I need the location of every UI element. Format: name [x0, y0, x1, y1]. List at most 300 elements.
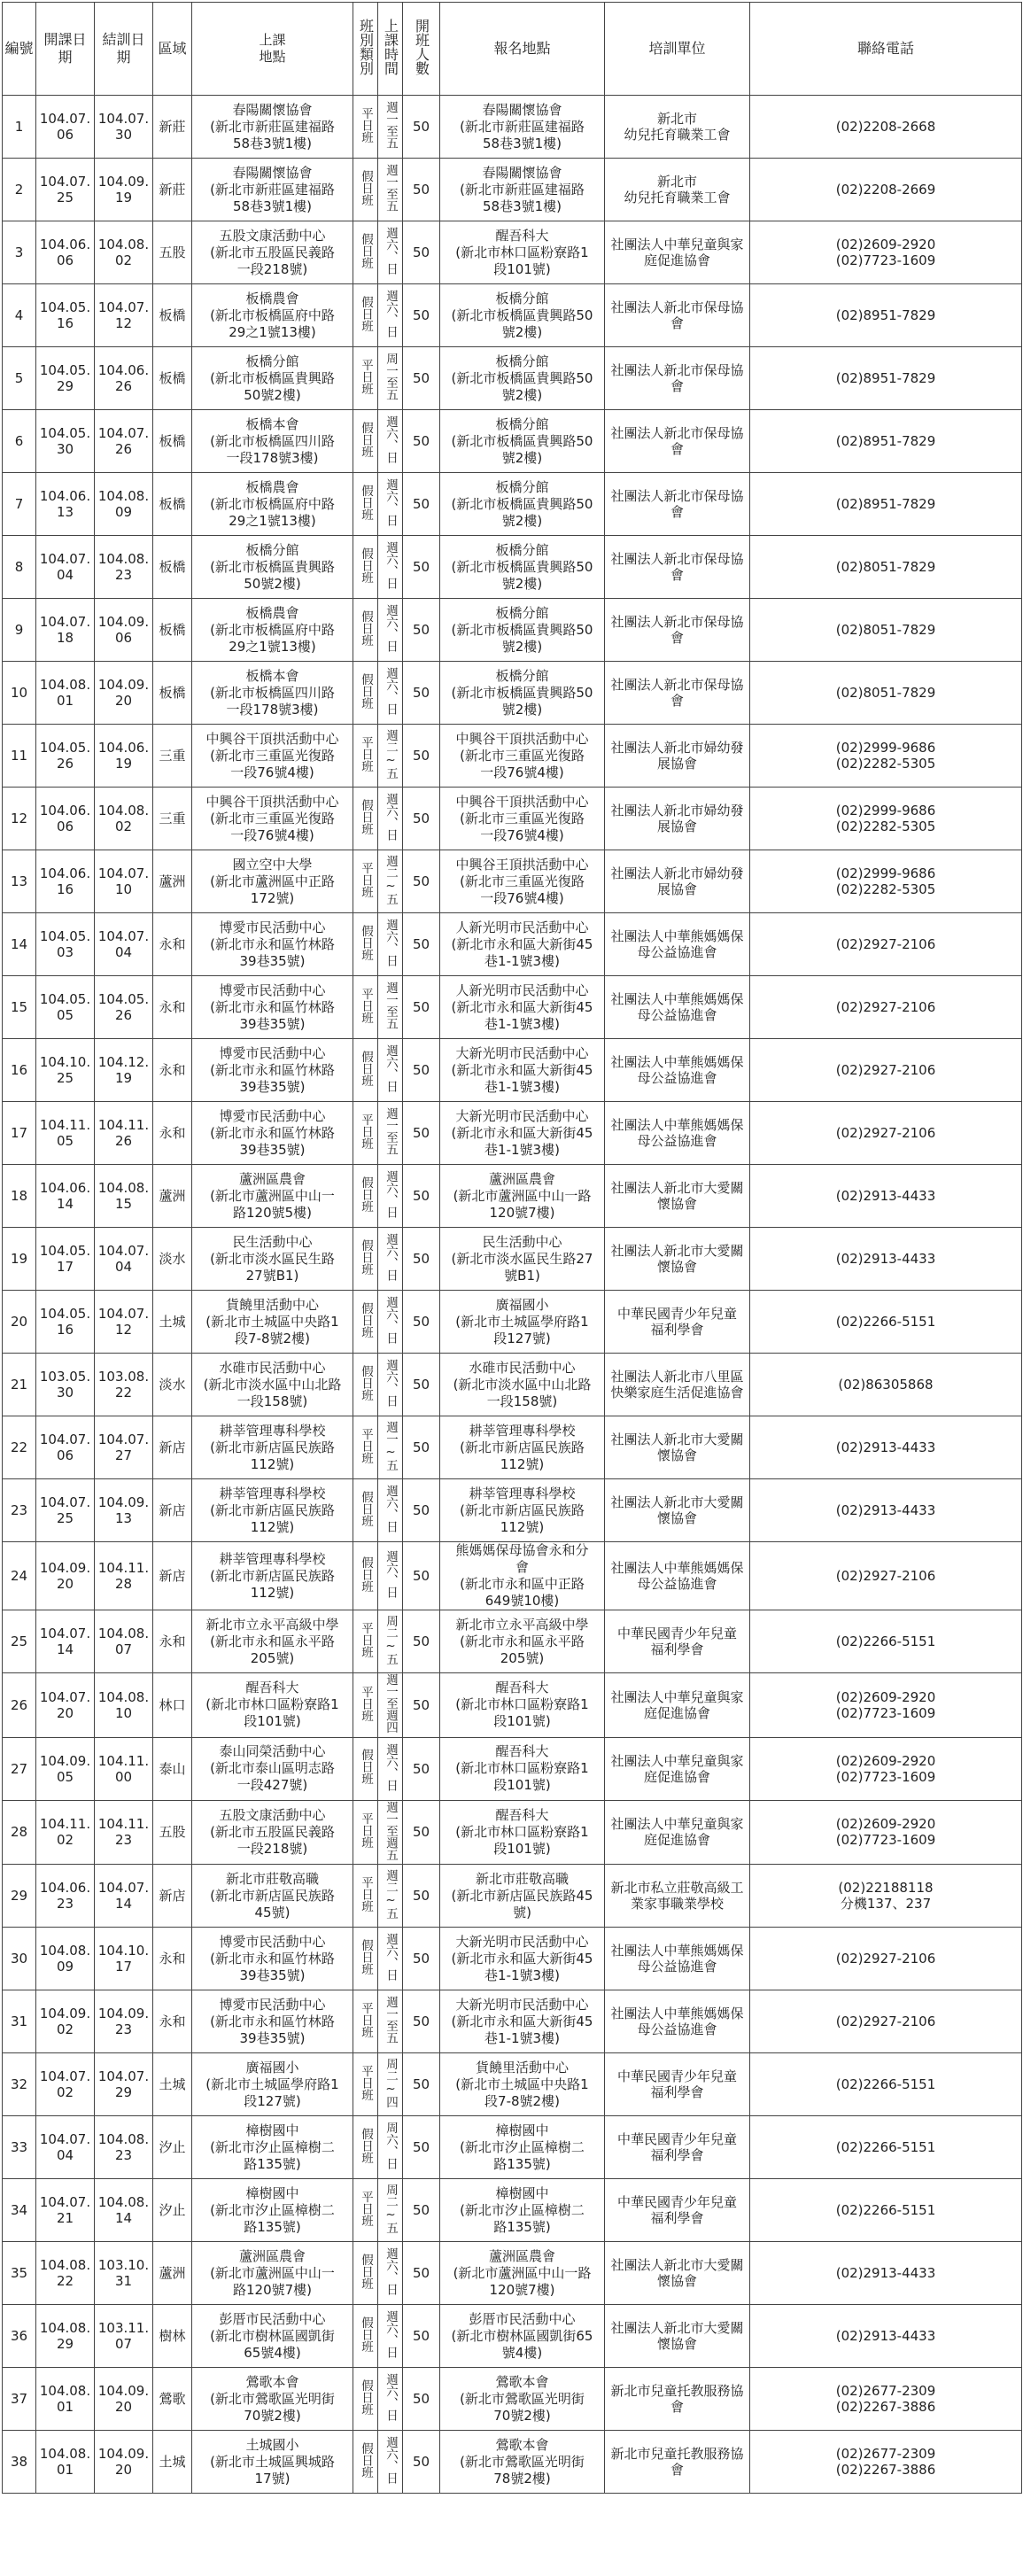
signup-location-cell [440, 96, 605, 159]
class-type: 假日班 [359, 2316, 373, 2353]
class-type: 平日班 [359, 735, 373, 772]
start-date-cell [36, 1416, 95, 1479]
region-cell [153, 1928, 192, 1990]
signup-location: 人新光明市民活動中心 (新北市永和區大新街45 巷1-1號3樓) [451, 919, 593, 969]
capacity: 50 [412, 2139, 430, 2155]
class-time: 週六、日 [384, 919, 398, 966]
table-row [3, 410, 1022, 473]
end-date: 104.07.04 [97, 1243, 150, 1275]
class-type-cell [353, 1737, 378, 1800]
contact-phone: (02)2609-2920 (02)7723-1609 [835, 1816, 936, 1849]
contact-phone: (02)2609-2920 (02)7723-1609 [835, 1752, 936, 1785]
class-location-cell [192, 1990, 353, 2053]
class-type-cell [353, 473, 378, 536]
training-org: 社團法人新北市大愛關 懷協會 [610, 2320, 744, 2352]
start-date-cell [36, 788, 95, 850]
training-org-cell [605, 1354, 750, 1416]
end-date-cell [95, 1228, 153, 1291]
class-type: 假日班 [359, 169, 373, 206]
start-date: 104.05.03 [39, 928, 91, 960]
signup-location: 醒吾科大 (新北市林口區粉寮路1 段101號) [455, 1806, 589, 1857]
training-org: 社團法人新北市大愛關 懷協會 [610, 2257, 744, 2289]
capacity: 50 [412, 1568, 430, 1584]
class-location-cell [192, 913, 353, 976]
class-location: 春陽關懷協會 (新北市新莊區建福路 58巷3號1樓) [210, 164, 335, 214]
table-row [3, 2368, 1022, 2431]
contact-phone-cell [750, 1102, 1022, 1165]
end-date: 104.05.26 [97, 991, 150, 1023]
training-org-cell [605, 1039, 750, 1102]
class-location-cell [192, 1673, 353, 1738]
signup-location: 廣福國小 (新北市土城區學府路1 段127號) [455, 1296, 589, 1346]
end-date-cell [95, 1291, 153, 1354]
class-location: 中興谷干頂拱活動中心 (新北市三重區光復路 一段76號4樓) [205, 730, 339, 780]
capacity: 50 [412, 1633, 430, 1649]
row-number: 31 [10, 2013, 28, 2029]
class-type-cell [353, 1800, 378, 1865]
row-number: 15 [10, 999, 28, 1015]
capacity-cell [403, 1354, 440, 1416]
class-time-cell [378, 599, 403, 662]
class-time-cell [378, 2053, 403, 2116]
signup-location-cell [440, 1865, 605, 1928]
class-type-cell [353, 2368, 378, 2431]
training-org-cell [605, 473, 750, 536]
start-date: 103.05.30 [39, 1369, 91, 1401]
training-org-cell [605, 96, 750, 159]
capacity-cell [403, 96, 440, 159]
class-type-cell [353, 1990, 378, 2053]
row-number-cell [3, 1354, 36, 1416]
training-org-cell [605, 2431, 750, 2494]
class-time: 週六、日 [384, 793, 398, 841]
end-date: 104.08.10 [97, 1688, 150, 1721]
row-number-cell [3, 850, 36, 913]
start-date: 104.08.09 [39, 1943, 91, 1975]
table-row [3, 221, 1022, 284]
signup-location-cell [440, 1039, 605, 1102]
end-date-cell [95, 410, 153, 473]
contact-phone-cell [750, 2242, 1022, 2305]
end-date: 104.07.12 [97, 299, 150, 331]
end-date-cell [95, 473, 153, 536]
class-type-cell [353, 1291, 378, 1354]
capacity-cell [403, 1928, 440, 1990]
row-number: 10 [10, 685, 28, 701]
region-cell [153, 284, 192, 347]
contact-phone: (02)2927-2106 [835, 999, 936, 1015]
region-cell [153, 1416, 192, 1479]
end-date: 104.07.26 [97, 425, 150, 457]
contact-phone-cell [750, 536, 1022, 599]
end-date: 104.07.04 [97, 928, 150, 960]
class-time-cell [378, 1416, 403, 1479]
training-org-cell [605, 1228, 750, 1291]
class-type: 假日班 [359, 609, 373, 647]
contact-phone-cell [750, 850, 1022, 913]
region: 淡水 [159, 1251, 186, 1267]
class-time: 週二~五 [384, 854, 398, 905]
row-number: 17 [10, 1125, 28, 1141]
capacity-cell [403, 725, 440, 788]
class-location-cell [192, 1800, 353, 1865]
start-date: 104.05.17 [39, 1243, 91, 1275]
row-number-cell [3, 2368, 36, 2431]
contact-phone: (02)2927-2106 [835, 1951, 936, 1967]
row-number-cell [3, 2179, 36, 2242]
class-type: 平日班 [359, 1812, 373, 1849]
region-cell [153, 2431, 192, 2494]
region-cell [153, 913, 192, 976]
region: 汐止 [159, 2202, 186, 2218]
row-number: 7 [14, 496, 24, 512]
training-org: 社團法人新北市大愛關 懷協會 [610, 1432, 744, 1463]
class-location: 博愛市民活動中心 (新北市永和區竹林路 39巷35號) [210, 1996, 335, 2046]
contact-phone-cell [750, 1291, 1022, 1354]
start-date: 104.06.06 [39, 237, 91, 268]
training-org: 社團法人新北市婦幼發 展協會 [610, 865, 744, 897]
end-date-cell [95, 2305, 153, 2368]
training-org: 社團法人新北市保母協 會 [610, 488, 744, 520]
class-type-cell [353, 1542, 378, 1610]
class-type-cell [353, 2305, 378, 2368]
signup-location-cell [440, 2053, 605, 2116]
end-date: 104.06.26 [97, 362, 150, 394]
class-time: 週六、日 [384, 2436, 398, 2484]
header-class-time: 上課時間 [378, 3, 403, 96]
row-number: 20 [10, 1314, 28, 1330]
row-number: 22 [10, 1439, 28, 1455]
class-time-cell [378, 850, 403, 913]
class-location: 板橋本會 (新北市板橋區四川路 一段178號3樓) [210, 667, 335, 718]
class-type: 平日班 [359, 2064, 373, 2101]
class-time-cell [378, 536, 403, 599]
end-date-cell [95, 1165, 153, 1228]
class-type-cell [353, 1228, 378, 1291]
region-cell [153, 2305, 192, 2368]
region-cell [153, 2179, 192, 2242]
table-row [3, 536, 1022, 599]
contact-phone: (02)2927-2106 [835, 1125, 936, 1141]
region-cell [153, 536, 192, 599]
table-row [3, 2305, 1022, 2368]
start-date: 104.07.06 [39, 111, 91, 143]
class-type-cell [353, 1479, 378, 1542]
row-number: 3 [14, 244, 24, 260]
start-date: 104.05.26 [39, 740, 91, 772]
class-time-cell [378, 788, 403, 850]
class-type: 假日班 [359, 547, 373, 584]
capacity-cell [403, 1291, 440, 1354]
class-type: 平日班 [359, 106, 373, 144]
capacity-cell [403, 1800, 440, 1865]
end-date: 104.08.07 [97, 1626, 150, 1657]
class-type: 假日班 [359, 421, 373, 458]
capacity: 50 [412, 2202, 430, 2218]
start-date: 104.07.04 [39, 2131, 91, 2163]
row-number-cell [3, 1673, 36, 1738]
region: 新店 [159, 1502, 186, 1518]
class-time: 週六、日 [384, 227, 398, 275]
training-org-cell [605, 1865, 750, 1928]
region-cell [153, 976, 192, 1039]
row-number-cell [3, 788, 36, 850]
class-type-cell [353, 1416, 378, 1479]
region-cell [153, 2053, 192, 2116]
row-number-cell [3, 1542, 36, 1610]
region-cell [153, 2368, 192, 2431]
contact-phone-cell [750, 1416, 1022, 1479]
region-cell [153, 1737, 192, 1800]
region: 板橋 [159, 433, 186, 449]
contact-phone-cell [750, 1542, 1022, 1610]
table-row [3, 913, 1022, 976]
end-date-cell [95, 1800, 153, 1865]
capacity-cell [403, 1737, 440, 1800]
start-date: 104.07.20 [39, 1688, 91, 1721]
row-number-cell [3, 1102, 36, 1165]
capacity-cell [403, 788, 440, 850]
training-org: 社團法人新北市婦幼發 展協會 [610, 740, 744, 772]
signup-location-cell [440, 1928, 605, 1990]
contact-phone-cell [750, 410, 1022, 473]
region-cell [153, 1354, 192, 1416]
contact-phone-cell [750, 284, 1022, 347]
region: 五股 [159, 1824, 186, 1841]
end-date-cell [95, 1416, 153, 1479]
signup-location-cell [440, 284, 605, 347]
start-date-cell [36, 2053, 95, 2116]
capacity: 50 [412, 2013, 430, 2029]
row-number: 16 [10, 1062, 28, 1078]
class-type: 假日班 [359, 1749, 373, 1785]
class-time-cell [378, 1165, 403, 1228]
region-cell [153, 410, 192, 473]
row-number-cell [3, 284, 36, 347]
capacity-cell [403, 662, 440, 725]
end-date-cell [95, 1990, 153, 2053]
row-number: 18 [10, 1188, 28, 1204]
start-date-cell [36, 1737, 95, 1800]
class-location: 五股文康活動中心 (新北市五股區民義路 一段218號) [210, 1806, 335, 1857]
start-date: 104.05.30 [39, 425, 91, 457]
class-location-cell [192, 1479, 353, 1542]
class-location: 博愛市民活動中心 (新北市永和區竹林路 39巷35號) [210, 1933, 335, 1983]
row-number-cell [3, 1800, 36, 1865]
capacity: 50 [412, 1439, 430, 1455]
class-location: 土城國小 (新北市土城區興城路 17號) [210, 2436, 335, 2487]
end-date: 104.11.26 [97, 1117, 150, 1149]
start-date: 104.08.01 [39, 2383, 91, 2415]
class-time-cell [378, 976, 403, 1039]
start-date-cell [36, 536, 95, 599]
class-time-cell [378, 1865, 403, 1928]
class-location-cell [192, 347, 353, 410]
class-time: 週六、日 [384, 1296, 398, 1344]
training-org: 社團法人新北市大愛關 懷協會 [610, 1494, 744, 1526]
class-location-cell [192, 1610, 353, 1673]
region-cell [153, 599, 192, 662]
end-date-cell [95, 1542, 153, 1610]
start-date: 104.09.05 [39, 1752, 91, 1785]
region-cell [153, 473, 192, 536]
region-cell [153, 1673, 192, 1738]
class-time: 週一至五 [384, 982, 398, 1029]
class-type-cell [353, 536, 378, 599]
training-org: 社團法人中華熊媽媽保 母公益協進會 [610, 928, 744, 960]
capacity-cell [403, 2242, 440, 2305]
class-type-cell [353, 2053, 378, 2116]
contact-phone-cell [750, 788, 1022, 850]
capacity: 50 [412, 1502, 430, 1518]
class-location: 博愛市民活動中心 (新北市永和區竹林路 39巷35號) [210, 982, 335, 1032]
class-location: 廣福國小 (新北市土城區學府路1 段127號) [205, 2059, 339, 2109]
end-date-cell [95, 1479, 153, 1542]
region: 永和 [159, 1633, 186, 1649]
start-date: 104.11.02 [39, 1816, 91, 1849]
start-date: 104.05.05 [39, 991, 91, 1023]
region: 淡水 [159, 1377, 186, 1393]
class-location: 鶯歌本會 (新北市鶯歌區光明街 70號2樓) [210, 2373, 335, 2424]
contact-phone: (02)86305868 [838, 1377, 934, 1393]
signup-location: 鶯歌本會 (新北市鶯歌區光明街 70號2樓) [460, 2373, 585, 2424]
header-capacity: 開班人數 [403, 3, 440, 96]
signup-location: 板橋分館 (新北市板橋區貴興路50 號2樓) [451, 667, 593, 718]
contact-phone-cell [750, 1865, 1022, 1928]
row-number: 8 [14, 559, 24, 575]
region: 鶯歌 [159, 2391, 186, 2407]
capacity: 50 [412, 999, 430, 1015]
training-org: 社團法人新北市保母協 會 [610, 299, 744, 331]
class-time: 週六、日 [384, 2247, 398, 2295]
class-time-cell [378, 662, 403, 725]
signup-location: 板橋分館 (新北市板橋區貴興路50 號2樓) [451, 604, 593, 655]
row-number-cell [3, 1165, 36, 1228]
signup-location-cell [440, 725, 605, 788]
capacity: 50 [412, 2391, 430, 2407]
class-time: 週一至週四 [384, 1673, 398, 1734]
row-number: 30 [10, 1951, 28, 1967]
training-org-cell [605, 536, 750, 599]
training-org: 社團法人新北市大愛關 懷協會 [610, 1243, 744, 1275]
end-date: 104.08.23 [97, 551, 150, 583]
class-location: 新北市莊敬高職 (新北市新店區民族路 45號) [210, 1870, 335, 1920]
region: 新莊 [159, 119, 186, 135]
start-date: 104.06.14 [39, 1180, 91, 1212]
start-date-cell [36, 1673, 95, 1738]
signup-location-cell [440, 1291, 605, 1354]
class-type-cell [353, 1102, 378, 1165]
contact-phone: (02)2913-4433 [835, 1251, 936, 1267]
signup-location: 蘆洲區農會 (新北市蘆洲區中山一路 120號7樓) [453, 1170, 592, 1221]
capacity-cell [403, 284, 440, 347]
header-phone: 聯絡電話 [750, 3, 1022, 96]
class-location: 彭厝市民活動中心 (新北市樹林區國凱街 65號4樓) [210, 2310, 335, 2361]
row-number-cell [3, 1416, 36, 1479]
start-date-cell [36, 1542, 95, 1610]
start-date: 104.06.06 [39, 803, 91, 834]
end-date-cell [95, 347, 153, 410]
table-row [3, 159, 1022, 221]
class-location: 樟樹國中 (新北市汐止區樟樹二 路135號) [210, 2122, 335, 2172]
start-date-cell [36, 410, 95, 473]
class-location-cell [192, 536, 353, 599]
region: 永和 [159, 1062, 186, 1078]
capacity: 50 [412, 622, 430, 638]
training-org-cell [605, 284, 750, 347]
end-date-cell [95, 2242, 153, 2305]
class-location-cell [192, 410, 353, 473]
start-date: 104.07.25 [39, 1494, 91, 1526]
class-type: 假日班 [359, 1364, 373, 1401]
row-number: 23 [10, 1502, 28, 1518]
contact-phone: (02)2677-2309 (02)2267-3886 [835, 2383, 936, 2415]
signup-location-cell [440, 976, 605, 1039]
row-number-cell [3, 1990, 36, 2053]
class-time-cell [378, 1928, 403, 1990]
class-location-cell [192, 850, 353, 913]
contact-phone-cell [750, 1039, 1022, 1102]
start-date: 104.05.29 [39, 362, 91, 394]
contact-phone-cell [750, 2116, 1022, 2179]
region: 土城 [159, 2454, 186, 2470]
capacity-cell [403, 473, 440, 536]
capacity: 50 [412, 936, 430, 952]
class-time: 周二~四 [384, 2057, 398, 2108]
signup-location: 板橋分館 (新北市板橋區貴興路50 號2樓) [451, 541, 593, 592]
class-time-cell [378, 2305, 403, 2368]
start-date-cell [36, 347, 95, 410]
class-time: 週二~五 [384, 1868, 398, 1920]
header-signup-location: 報名地點 [440, 3, 605, 96]
class-type: 平日班 [359, 1685, 373, 1721]
capacity: 50 [412, 307, 430, 323]
row-number-cell [3, 1865, 36, 1928]
end-date-cell [95, 221, 153, 284]
class-location: 春陽關懷協會 (新北市新莊區建福路 58巷3號1樓) [210, 101, 335, 151]
start-date-cell [36, 599, 95, 662]
training-org: 中華民國青少年兒童 福利學會 [616, 1626, 737, 1657]
table-row [3, 1102, 1022, 1165]
row-number-cell [3, 1479, 36, 1542]
class-type-cell [353, 850, 378, 913]
capacity-cell [403, 2368, 440, 2431]
signup-location-cell [440, 1165, 605, 1228]
class-time: 週六、日 [384, 1044, 398, 1092]
contact-phone: (02)8951-7829 [835, 370, 936, 386]
training-org: 新北市兒童托教服務協 會 [610, 2383, 744, 2415]
class-location: 耕莘管理專科學校 (新北市新店區民族路 112號) [210, 1550, 335, 1601]
signup-location-cell [440, 1610, 605, 1673]
class-time-cell [378, 1039, 403, 1102]
row-number: 5 [14, 370, 24, 386]
signup-location: 中興谷王頂拱活動中心 (新北市三重區光復路 一段76號4樓) [455, 856, 589, 906]
class-location: 板橋農會 (新北市板橋區府中路 29之1號13樓) [210, 290, 335, 340]
signup-location: 水碓市民活動中心 (新北市淡水區中山北路 一段158號) [453, 1359, 592, 1409]
end-date: 104.07.30 [97, 111, 150, 143]
contact-phone-cell [750, 2053, 1022, 2116]
class-time: 週六、日 [384, 415, 398, 463]
start-date-cell [36, 1479, 95, 1542]
row-number: 4 [14, 307, 24, 323]
region-cell [153, 1039, 192, 1102]
table-row [3, 1479, 1022, 1542]
capacity: 50 [412, 811, 430, 826]
end-date: 104.08.02 [97, 237, 150, 268]
training-org: 中華民國青少年兒童 福利學會 [616, 2068, 737, 2100]
class-time: 週六、日 [384, 667, 398, 715]
training-org-cell [605, 2179, 750, 2242]
